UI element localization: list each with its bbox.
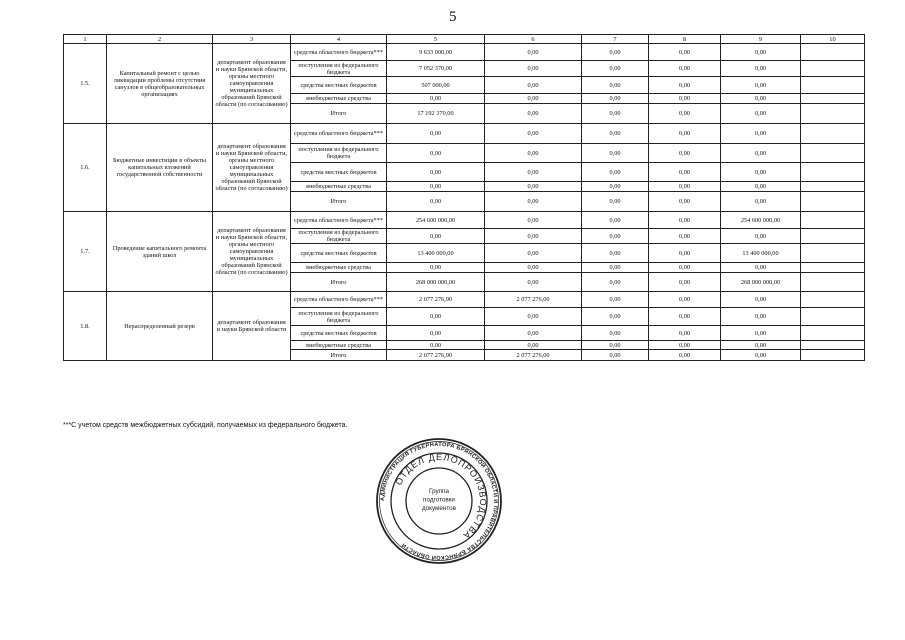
empty-cell [801, 61, 865, 77]
amount-cell: 0,00 [387, 308, 485, 326]
amount-cell: 0,00 [649, 326, 721, 341]
amount-cell: 0,00 [387, 326, 485, 341]
item-number: 1.7. [64, 212, 107, 292]
amount-cell: 0,00 [485, 77, 582, 94]
item-description: Проведение капитального ремонта зданий школ [107, 212, 213, 292]
amount-cell: 2 077 276,00 [485, 350, 582, 361]
table-body [64, 35, 865, 361]
amount-cell: 0,00 [649, 192, 721, 212]
amount-cell: 0,00 [649, 273, 721, 292]
column-header: 6 [485, 35, 582, 44]
amount-cell: 0,00 [582, 326, 649, 341]
amount-cell: 0,00 [582, 263, 649, 273]
amount-cell: 0,00 [721, 163, 801, 182]
amount-cell: 0,00 [582, 182, 649, 192]
table-header-row [64, 35, 865, 44]
empty-cell [801, 244, 865, 263]
amount-cell: 0,00 [582, 341, 649, 350]
amount-cell: 7 052 370,00 [387, 61, 485, 77]
amount-cell: 0,00 [485, 124, 582, 144]
amount-cell: 0,00 [649, 292, 721, 308]
empty-cell [801, 44, 865, 61]
funding-source: Итого [291, 273, 387, 292]
amount-cell: 0,00 [485, 326, 582, 341]
empty-cell [801, 263, 865, 273]
amount-cell: 254 600 000,00 [387, 212, 485, 229]
amount-cell: 0,00 [721, 61, 801, 77]
column-header: 3 [213, 35, 291, 44]
amount-cell: 0,00 [582, 273, 649, 292]
column-header: 7 [582, 35, 649, 44]
amount-cell: 0,00 [485, 94, 582, 104]
table-row [64, 44, 865, 61]
amount-cell: 0,00 [485, 308, 582, 326]
column-header: 1 [64, 35, 107, 44]
amount-cell: 0,00 [582, 77, 649, 94]
item-number: 1.5. [64, 44, 107, 124]
page-number: 5 [449, 9, 457, 25]
amount-cell: 9 633 000,00 [387, 44, 485, 61]
amount-cell: 0,00 [582, 229, 649, 244]
funding-source: средства местных бюджетов [291, 244, 387, 263]
amount-cell: 0,00 [649, 77, 721, 94]
amount-cell: 0,00 [649, 308, 721, 326]
amount-cell: 0,00 [721, 263, 801, 273]
table-row [64, 212, 865, 229]
amount-cell: 0,00 [649, 163, 721, 182]
empty-cell [801, 144, 865, 163]
column-header: 9 [721, 35, 801, 44]
funding-source: поступления из федерального бюджета [291, 229, 387, 244]
empty-cell [801, 192, 865, 212]
amount-cell: 0,00 [649, 124, 721, 144]
column-header: 5 [387, 35, 485, 44]
funding-source: Итого [291, 350, 387, 361]
table-row [64, 124, 865, 144]
amount-cell: 0,00 [485, 263, 582, 273]
amount-cell: 507 000,00 [387, 77, 485, 94]
empty-cell [801, 212, 865, 229]
amount-cell: 0,00 [485, 273, 582, 292]
empty-cell [801, 308, 865, 326]
amount-cell: 0,00 [649, 94, 721, 104]
budget-table [63, 34, 865, 361]
empty-cell [801, 229, 865, 244]
amount-cell: 0,00 [649, 61, 721, 77]
amount-cell: 0,00 [721, 229, 801, 244]
amount-cell: 0,00 [649, 182, 721, 192]
amount-cell: 13 400 000,00 [387, 244, 485, 263]
amount-cell: 0,00 [721, 104, 801, 124]
amount-cell: 0,00 [649, 44, 721, 61]
amount-cell: 0,00 [721, 144, 801, 163]
amount-cell: 254 600 000,00 [721, 212, 801, 229]
funding-source: средства областного бюджета*** [291, 44, 387, 61]
amount-cell: 0,00 [485, 163, 582, 182]
amount-cell: 0,00 [485, 61, 582, 77]
amount-cell: 2 077 276,00 [387, 292, 485, 308]
empty-cell [801, 326, 865, 341]
funding-source: Итого [291, 192, 387, 212]
amount-cell: 0,00 [485, 192, 582, 212]
responsible-executor: департамент образования и науки Брянской области, органы местного самоуправления муниципальных образований Брянской области (по согласованию) [213, 124, 291, 212]
amount-cell: 268 000 000,00 [721, 273, 801, 292]
amount-cell: 0,00 [485, 244, 582, 263]
amount-cell: 0,00 [582, 124, 649, 144]
column-header: 4 [291, 35, 387, 44]
amount-cell: 0,00 [485, 229, 582, 244]
amount-cell: 0,00 [387, 263, 485, 273]
funding-source: средства местных бюджетов [291, 77, 387, 94]
funding-source: средства местных бюджетов [291, 163, 387, 182]
empty-cell [801, 94, 865, 104]
item-number: 1.6. [64, 124, 107, 212]
amount-cell: 0,00 [721, 94, 801, 104]
funding-source: средства областного бюджета*** [291, 292, 387, 308]
amount-cell: 0,00 [582, 244, 649, 263]
amount-cell: 0,00 [721, 44, 801, 61]
amount-cell: 2 077 276,00 [485, 292, 582, 308]
amount-cell: 0,00 [387, 124, 485, 144]
amount-cell: 0,00 [721, 192, 801, 212]
funding-source: внебюджетные средства [291, 182, 387, 192]
amount-cell: 0,00 [387, 163, 485, 182]
amount-cell: 0,00 [649, 144, 721, 163]
stamp-inner-text: ОТДЕЛ ДЕЛОПРОИЗВОДСТВА [393, 451, 489, 542]
column-header: 8 [649, 35, 721, 44]
amount-cell: 0,00 [582, 192, 649, 212]
empty-cell [801, 341, 865, 350]
amount-cell: 0,00 [387, 341, 485, 350]
funding-source: поступления из федерального бюджета [291, 308, 387, 326]
amount-cell: 0,00 [721, 308, 801, 326]
amount-cell: 0,00 [582, 94, 649, 104]
column-header: 2 [107, 35, 213, 44]
amount-cell: 0,00 [387, 229, 485, 244]
funding-source: внебюджетные средства [291, 341, 387, 350]
amount-cell: 268 000 000,00 [387, 273, 485, 292]
stamp-center-line: подготовки [423, 496, 455, 504]
amount-cell: 2 077 276,00 [387, 350, 485, 361]
amount-cell: 0,00 [721, 341, 801, 350]
amount-cell: 0,00 [721, 77, 801, 94]
amount-cell: 0,00 [649, 341, 721, 350]
empty-cell [801, 124, 865, 144]
amount-cell: 0,00 [721, 182, 801, 192]
amount-cell: 0,00 [582, 163, 649, 182]
funding-source: поступления из федерального бюджета [291, 61, 387, 77]
footnote: ***С учетом средств межбюджетных субсидий, получаемых из федерального бюджета. [63, 422, 348, 429]
official-stamp [375, 437, 503, 565]
funding-source: средства местных бюджетов [291, 326, 387, 341]
amount-cell: 0,00 [485, 212, 582, 229]
item-description: Нераспределенный резерв [107, 292, 213, 361]
amount-cell: 0,00 [485, 341, 582, 350]
funding-source: средства областного бюджета*** [291, 124, 387, 144]
item-number: 1.8. [64, 292, 107, 361]
amount-cell: 0,00 [387, 144, 485, 163]
stamp-center-line: Группа [429, 488, 449, 495]
amount-cell: 0,00 [582, 61, 649, 77]
amount-cell: 0,00 [485, 44, 582, 61]
amount-cell: 0,00 [582, 144, 649, 163]
amount-cell: 0,00 [649, 350, 721, 361]
column-header: 10 [801, 35, 865, 44]
funding-source: внебюджетные средства [291, 94, 387, 104]
amount-cell: 0,00 [387, 192, 485, 212]
responsible-executor: департамент образования и науки Брянской области [213, 292, 291, 361]
stamp-outer-text: АДМИНИСТРАЦИЯ ГУБЕРНАТОРА БРЯНСКОЙ ОБЛАСТИ И ПРАВИТЕЛЬСТВА БРЯНСКОЙ ОБЛАСТИ [379, 441, 499, 561]
empty-cell [801, 273, 865, 292]
funding-source: средства областного бюджета*** [291, 212, 387, 229]
amount-cell: 0,00 [721, 124, 801, 144]
amount-cell: 0,00 [485, 182, 582, 192]
amount-cell: 0,00 [649, 212, 721, 229]
amount-cell: 0,00 [649, 104, 721, 124]
amount-cell: 0,00 [649, 244, 721, 263]
amount-cell: 0,00 [721, 292, 801, 308]
empty-cell [801, 182, 865, 192]
table-row [64, 292, 865, 308]
amount-cell: 0,00 [582, 44, 649, 61]
amount-cell: 0,00 [387, 182, 485, 192]
responsible-executor: департамент образования и науки Брянской области, органы местного самоуправления муниципальных образований Брянской области (по согласованию) [213, 44, 291, 124]
funding-source: Итого [291, 104, 387, 124]
empty-cell [801, 350, 865, 361]
amount-cell: 0,00 [582, 308, 649, 326]
amount-cell: 0,00 [649, 263, 721, 273]
amount-cell: 0,00 [485, 144, 582, 163]
amount-cell: 0,00 [485, 104, 582, 124]
amount-cell: 0,00 [649, 229, 721, 244]
stamp-center-line: документов [421, 505, 457, 512]
amount-cell: 0,00 [582, 292, 649, 308]
funding-source: внебюджетные средства [291, 263, 387, 273]
item-description: Бюджетные инвестиции в объекты капитальных вложений государственной собственности [107, 124, 213, 212]
amount-cell: 13 400 000,00 [721, 244, 801, 263]
amount-cell: 0,00 [582, 212, 649, 229]
empty-cell [801, 104, 865, 124]
funding-source: поступления из федерального бюджета [291, 144, 387, 163]
amount-cell: 0,00 [721, 350, 801, 361]
responsible-executor: департамент образования и науки Брянской области, органы местного самоуправления муниципальных образований Брянской области (по согласованию) [213, 212, 291, 292]
amount-cell: 0,00 [387, 94, 485, 104]
amount-cell: 0,00 [582, 104, 649, 124]
amount-cell: 17 192 370,00 [387, 104, 485, 124]
empty-cell [801, 292, 865, 308]
amount-cell: 0,00 [582, 350, 649, 361]
item-description: Капитальный ремонт с целью ликвидации проблемы отсутствия санузлов в общеобразовательных организациях [107, 44, 213, 124]
amount-cell: 0,00 [721, 326, 801, 341]
empty-cell [801, 163, 865, 182]
empty-cell [801, 77, 865, 94]
